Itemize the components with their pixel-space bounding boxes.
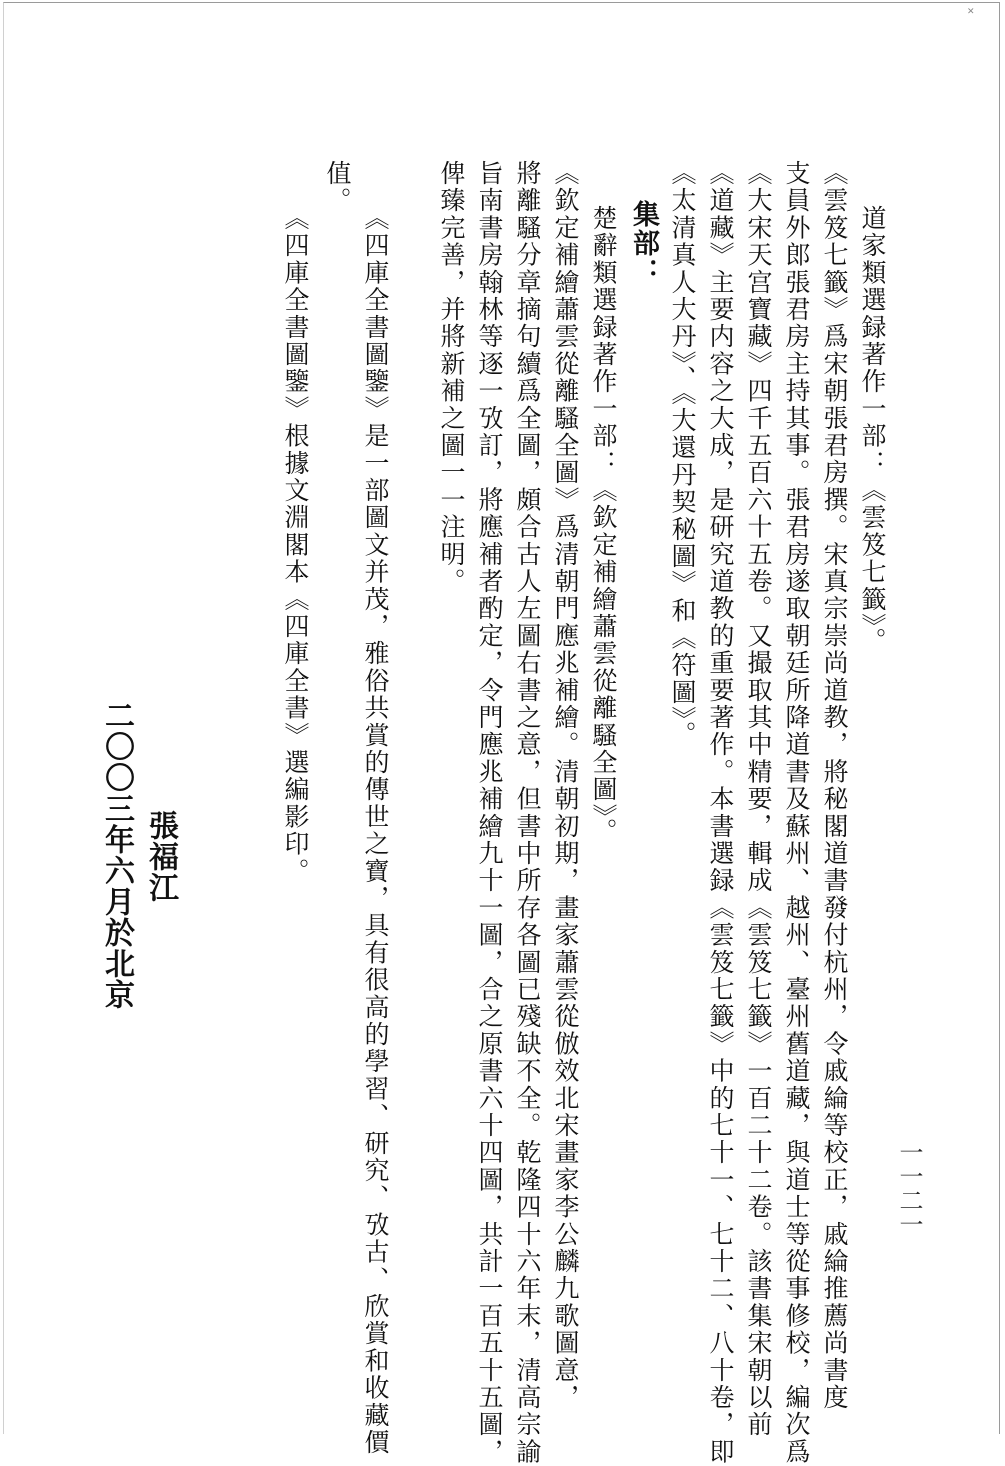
section-heading: 集部： (628, 200, 659, 287)
text-column: 將離騷分章摘句續爲全圖，頗合古人左圖右書之意，但書中所存各圖已殘缺不全。乾隆四十六年末，清高宗諭 (513, 160, 542, 1466)
text-column: 《四庫全書圖鑒》是一部圖文并茂，雅俗共賞的傳世之寶，具有很高的學習、研究、攷古、欣賞和收藏價 (361, 205, 390, 1457)
text-column: 《欽定補繪蕭雲從離騷全圖》爲清朝門應兆補繪。清朝初期，畫家蕭雲從倣效北宋畫家李公麟九歌圖意， (551, 160, 580, 1412)
author-name: 張福江 (143, 810, 178, 903)
date-place: 二〇〇三年六月於北京 (99, 700, 134, 1010)
text-column: 《道藏》主要内容之大成，是研究道教的重要著作。本書選録《雲笈七籤》中的七十一、七十二、八十卷，即 (706, 160, 735, 1466)
text-column: 《四庫全書圖鑒》根據文淵閣本《四庫全書》選編影印。 (281, 205, 310, 885)
scan-mark-icon: ✕ (967, 7, 975, 17)
text-column: 楚辭類選録著作一部：《欽定補繪蕭雲從離騷全圖》。 (589, 205, 618, 846)
text-column: 值。 (323, 160, 352, 215)
text-column: 《大宋天宫寶藏》四千五百六十五卷。又撮取其中精要，輯成《雲笈七籤》一百二十二卷。該書集宋朝以前 (744, 160, 773, 1439)
text-column: 支員外郎張君房主持其事。張君房遂取朝廷所降道書及蘇州、越州、臺州舊道藏，與道士等從事修校，編次爲 (782, 160, 811, 1466)
text-column: 旨南書房翰林等逐一攷訂，將應補者酌定，令門應兆補繪九十一圖，合之原書六十四圖，共計一百五十五圖， (475, 160, 504, 1466)
text-column: 《太清真人大丹》、《大還丹契秘圖》和《符圖》。 (668, 160, 697, 749)
text-column: 道家類選録著作一部：《雲笈七籤》。 (858, 205, 887, 655)
page-number: 一一二一 (895, 1140, 923, 1236)
text-column: 《雲笈七籤》爲宋朝張君房撰。宋真宗崇尚道教，將秘閣道書發付杭州，令戚綸等校正，戚綸推薦尚書度 (820, 160, 849, 1412)
text-column: 俾臻完善，并將新補之圖一一注明。 (437, 160, 466, 596)
